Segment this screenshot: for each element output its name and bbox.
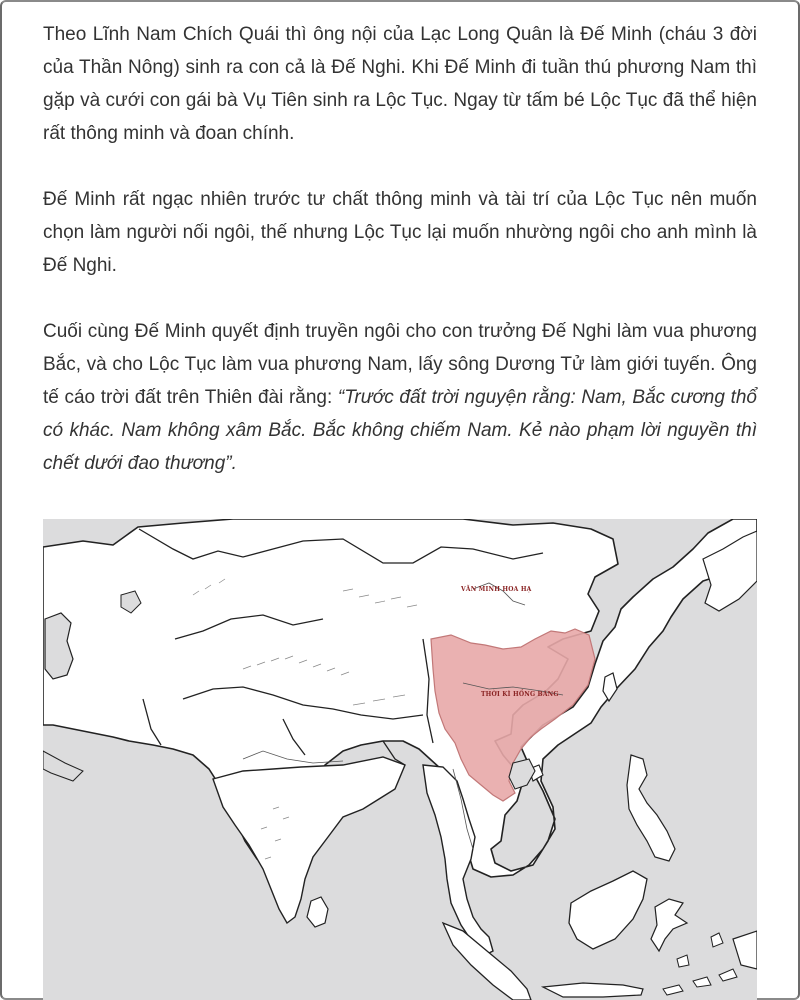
label-thoi-ki-hong-bang: THỜI KÌ HỒNG BÀNG: [481, 691, 559, 698]
paragraph-3-quote: “Trước đất trời nguyện rằng: Nam, Bắc cương thổ có khác. Nam không xâm Bắc. Bắc không chiếm Nam. Kẻ nào phạm lời nguyền thì chết dưới đao thương”.: [43, 387, 757, 474]
paragraph-3: [43, 315, 757, 480]
small-islands: [663, 933, 737, 995]
philippines: [627, 755, 675, 861]
historical-map: [43, 519, 757, 1000]
asia-map-svg: [43, 519, 757, 1000]
gulf-of-tonkin: [509, 759, 535, 789]
paragraph-1: Theo Lĩnh Nam Chích Quái thì ông nội của Lạc Long Quân là Đế Minh (cháu 3 đời của Thần Nông) sinh ra con cả là Đế Nghi. Khi Đế Minh đi tuần thú phương Nam thì gặp và cưới con gái bà Vụ Tiên sinh ra Lộc Tục. Ngay từ tấm bé Lộc Tục đã thể hiện rất thông minh và đoan chính.: [43, 24, 757, 144]
article-body: [43, 18, 757, 480]
borneo: [569, 871, 647, 949]
caspian-sea: [45, 613, 73, 679]
sulawesi: [651, 899, 687, 951]
paragraph-2: Đế Minh rất ngạc nhiên trước tư chất thông minh và tài trí của Lộc Tục nên muốn chọn làm người nối ngôi, thế nhưng Lộc Tục lại muốn nhường ngôi cho anh mình là Đế Nghi.: [43, 189, 757, 276]
new-guinea: [733, 931, 757, 969]
paragraph-3-text: Cuối cùng Đế Minh quyết định truyền ngôi cho con trưởng Đế Nghi làm vua phương Bắc, và cho Lộc Tục làm vua phương Nam, lấy sông Dương Tử làm giới tuyến. Ông tế cáo trời đất trên Thiên đài rằng:: [43, 321, 757, 408]
persian-gulf: [43, 751, 83, 781]
label-van-minh-hoa-ha: VĂN MINH HOA HẠ: [461, 586, 532, 593]
java: [543, 983, 643, 997]
